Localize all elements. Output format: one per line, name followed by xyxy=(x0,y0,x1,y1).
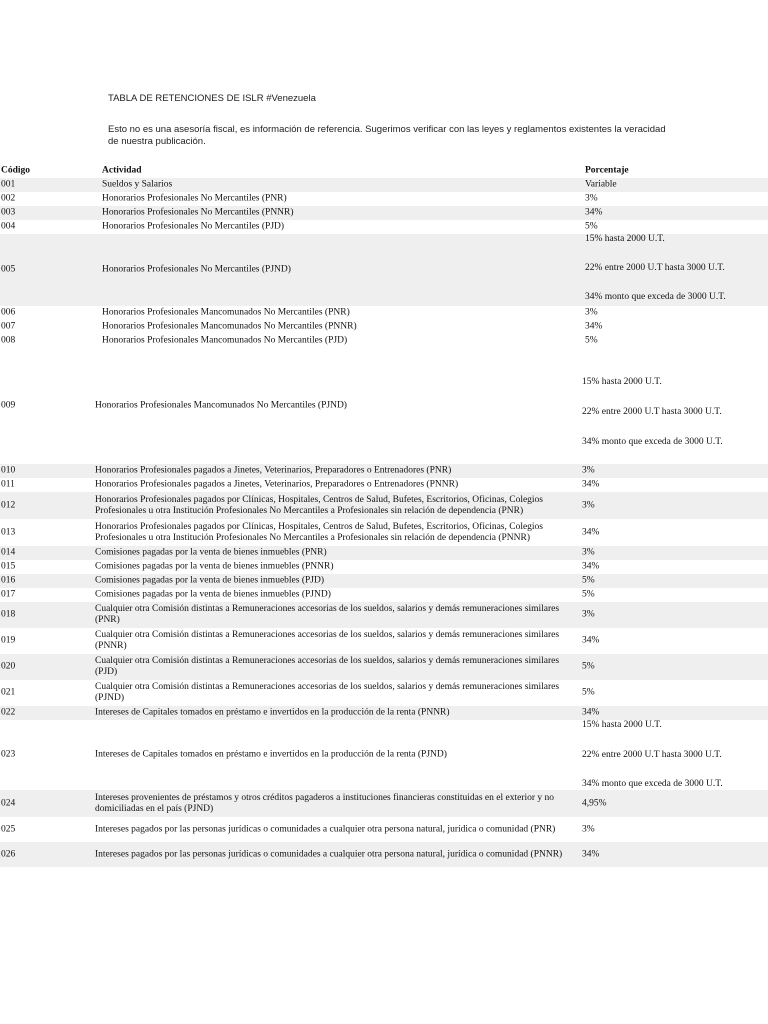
row-code: 008 xyxy=(1,335,16,346)
row-code: 023 xyxy=(1,749,16,760)
row-code: 015 xyxy=(1,561,16,572)
table-row xyxy=(0,234,768,306)
table-row xyxy=(0,178,768,192)
row-code: 003 xyxy=(1,207,16,218)
row-code: 007 xyxy=(1,321,16,332)
row-percent: 4,95% xyxy=(582,798,607,808)
row-code: 025 xyxy=(1,824,16,834)
row-percent: 5% xyxy=(582,589,595,600)
row-percent: 34% xyxy=(582,479,600,490)
row-activity: Honorarios Profesionales Mancomunados No Mercantiles (PNNR) xyxy=(102,321,357,332)
row-percent: 3% xyxy=(582,547,595,558)
table-row xyxy=(0,519,768,546)
row-percent: 34% xyxy=(582,635,600,646)
percent-tier: 34% monto que exceda de 3000 U.T. xyxy=(582,779,723,789)
table-row xyxy=(0,602,768,628)
row-activity: Honorarios Profesionales pagados a Jinetes, Veterinarios, Preparadores o Entrenadores (PNR) xyxy=(95,465,452,476)
percent-tier: 22% entre 2000 U.T hasta 3000 U.T. xyxy=(582,750,722,760)
table-row xyxy=(0,560,768,574)
row-activity: Honorarios Profesionales Mancomunados No Mercantiles (PJND) xyxy=(95,400,347,411)
table-row xyxy=(0,334,768,348)
row-code: 006 xyxy=(1,307,16,318)
table-row xyxy=(0,546,768,560)
row-percent: 5% xyxy=(585,221,598,232)
header-code: Código xyxy=(1,165,31,176)
row-activity: Intereses provenientes de préstamos y otros créditos pagaderos a instituciones financieras constituidas en el exterior y no domiciliadas en el país (PJND) xyxy=(95,792,555,814)
table-row xyxy=(0,192,768,206)
table-row xyxy=(0,628,768,654)
row-percent: 34% xyxy=(582,707,600,718)
row-activity: Honorarios Profesionales Mancomunados No Mercantiles (PJD) xyxy=(102,335,348,346)
row-code: 026 xyxy=(1,849,16,859)
row-activity: Cualquier otra Comisión distintas a Remuneraciones accesorias de los sueldos, salarios y demás remuneraciones similares (PJND) xyxy=(95,682,560,703)
percent-tier: 22% entre 2000 U.T hasta 3000 U.T. xyxy=(585,263,725,273)
row-code: 019 xyxy=(1,635,16,646)
row-code: 024 xyxy=(1,798,16,808)
row-percent: 5% xyxy=(582,661,595,672)
row-activity: Comisiones pagadas por la venta de bienes inmuebles (PNNR) xyxy=(95,561,334,572)
row-code: 018 xyxy=(1,609,16,620)
page-title: TABLA DE RETENCIONES DE ISLR #Venezuela xyxy=(108,93,316,104)
row-code: 010 xyxy=(1,465,16,476)
row-percent: 34% xyxy=(582,527,600,537)
row-code: 005 xyxy=(1,264,16,275)
row-code: 002 xyxy=(1,193,16,204)
table-row xyxy=(0,790,768,817)
disclaimer-note: Esto no es una asesoría fiscal, es información de referencia. Sugerimos verificar con las leyes y reglamentos existentes la veracidad de nuestra publicación. xyxy=(108,124,666,147)
row-activity: Comisiones pagadas por la venta de bienes inmuebles (PJND) xyxy=(95,589,331,600)
row-percent: Variable xyxy=(585,179,617,190)
row-code: 001 xyxy=(1,179,16,190)
row-activity: Comisiones pagadas por la venta de bienes inmuebles (PNR) xyxy=(95,547,327,558)
table-row xyxy=(0,320,768,334)
row-activity: Honorarios Profesionales pagados por Clínicas, Hospitales, Centros de Salud, Bufetes, Escritorios, Oficinas, Colegios Profesionales u otra Institución Profesionales No Mercantiles a Profesionales sin relación de dependencia (PNNR) xyxy=(95,521,544,543)
header-activity: Actividad xyxy=(102,165,142,176)
row-activity: Honorarios Profesionales pagados a Jinetes, Veterinarios, Preparadores o Entrenadores (PNNR) xyxy=(95,479,459,490)
row-activity: Comisiones pagadas por la venta de bienes inmuebles (PJD) xyxy=(95,575,325,586)
row-percent: 5% xyxy=(582,687,595,698)
percent-tier: 22% entre 2000 U.T hasta 3000 U.T. xyxy=(582,407,722,417)
table-row xyxy=(0,492,768,519)
row-percent: 3% xyxy=(582,609,595,620)
row-code: 004 xyxy=(1,221,16,232)
row-percent: 5% xyxy=(582,575,595,586)
row-activity: Honorarios Profesionales No Mercantiles (PNNR) xyxy=(102,207,294,218)
row-activity: Honorarios Profesionales pagados por Clínicas, Hospitales, Centros de Salud, Bufetes, Escritorios, Oficinas, Colegios Profesionales u otra Institución Profesionales No Mercantiles a Profesionales sin relación de dependencia (PNR) xyxy=(95,494,544,516)
percent-tier: 15% hasta 2000 U.T. xyxy=(582,720,662,730)
row-code: 014 xyxy=(1,547,16,558)
row-percent: 34% xyxy=(582,561,600,572)
table-row xyxy=(0,478,768,492)
percent-tier: 34% monto que exceda de 3000 U.T. xyxy=(582,437,723,447)
table-row xyxy=(0,206,768,220)
row-activity: Intereses pagados por las personas jurídicas o comunidades a cualquier otra persona natural, jurídica o comunidad (PNNR) xyxy=(95,849,563,859)
row-code: 017 xyxy=(1,589,16,600)
table-row xyxy=(0,680,768,706)
table-row xyxy=(0,588,768,602)
row-code: 020 xyxy=(1,661,16,672)
row-code: 013 xyxy=(1,527,16,537)
row-activity: Cualquier otra Comisión distintas a Remuneraciones accesorias de los sueldos, salarios y demás remuneraciones similares (PJD) xyxy=(95,656,560,677)
table-row xyxy=(0,720,768,790)
row-activity: Honorarios Profesionales No Mercantiles (PJD) xyxy=(102,221,285,232)
percent-tier: 15% hasta 2000 U.T. xyxy=(585,234,665,244)
row-percent: 34% xyxy=(582,849,600,859)
row-activity: Cualquier otra Comisión distintas a Remuneraciones accesorias de los sueldos, salarios y demás remuneraciones similares (PNNR) xyxy=(95,630,560,651)
row-percent: 34% xyxy=(585,207,603,218)
row-percent: 5% xyxy=(585,335,598,346)
table-row xyxy=(0,654,768,680)
percent-tier: 34% monto que exceda de 3000 U.T. xyxy=(585,292,726,302)
retention-table xyxy=(0,164,768,867)
percent-tier: 15% hasta 2000 U.T. xyxy=(582,377,662,387)
row-code: 022 xyxy=(1,707,16,718)
row-activity: Sueldos y Salarios xyxy=(102,179,173,190)
table-row xyxy=(0,306,768,320)
row-percent: 3% xyxy=(582,465,595,476)
row-code: 021 xyxy=(1,687,16,698)
table-row xyxy=(0,817,768,842)
row-percent: 34% xyxy=(585,321,603,332)
row-code: 012 xyxy=(1,500,16,510)
row-activity: Intereses de Capitales tomados en préstamo e invertidos en la producción de la renta (PJND) xyxy=(95,749,447,760)
row-activity: Honorarios Profesionales Mancomunados No Mercantiles (PNR) xyxy=(102,307,350,318)
row-percent: 3% xyxy=(585,193,598,204)
row-percent: 3% xyxy=(585,307,598,318)
table-header-row xyxy=(0,164,768,178)
table-row xyxy=(0,348,768,464)
table-row xyxy=(0,220,768,234)
row-activity: Honorarios Profesionales No Mercantiles (PJND) xyxy=(102,264,291,275)
row-activity: Cualquier otra Comisión distintas a Remuneraciones accesorias de los sueldos, salarios y demás remuneraciones similares (PNR) xyxy=(95,604,560,625)
row-code: 011 xyxy=(1,479,15,490)
table-row xyxy=(0,706,768,720)
table-row xyxy=(0,842,768,867)
table-row xyxy=(0,464,768,478)
header-percent: Porcentaje xyxy=(585,165,629,176)
row-activity: Intereses pagados por las personas jurídicas o comunidades a cualquier otra persona natural, jurídica o comunidad (PNR) xyxy=(95,824,556,834)
row-activity: Honorarios Profesionales No Mercantiles (PNR) xyxy=(102,193,287,204)
row-code: 016 xyxy=(1,575,16,586)
row-percent: 3% xyxy=(582,500,595,510)
table-row xyxy=(0,574,768,588)
row-activity: Intereses de Capitales tomados en préstamo e invertidos en la producción de la renta (PNNR) xyxy=(95,707,450,718)
row-code: 009 xyxy=(1,400,16,411)
table-body xyxy=(0,178,768,867)
row-percent: 3% xyxy=(582,824,595,834)
